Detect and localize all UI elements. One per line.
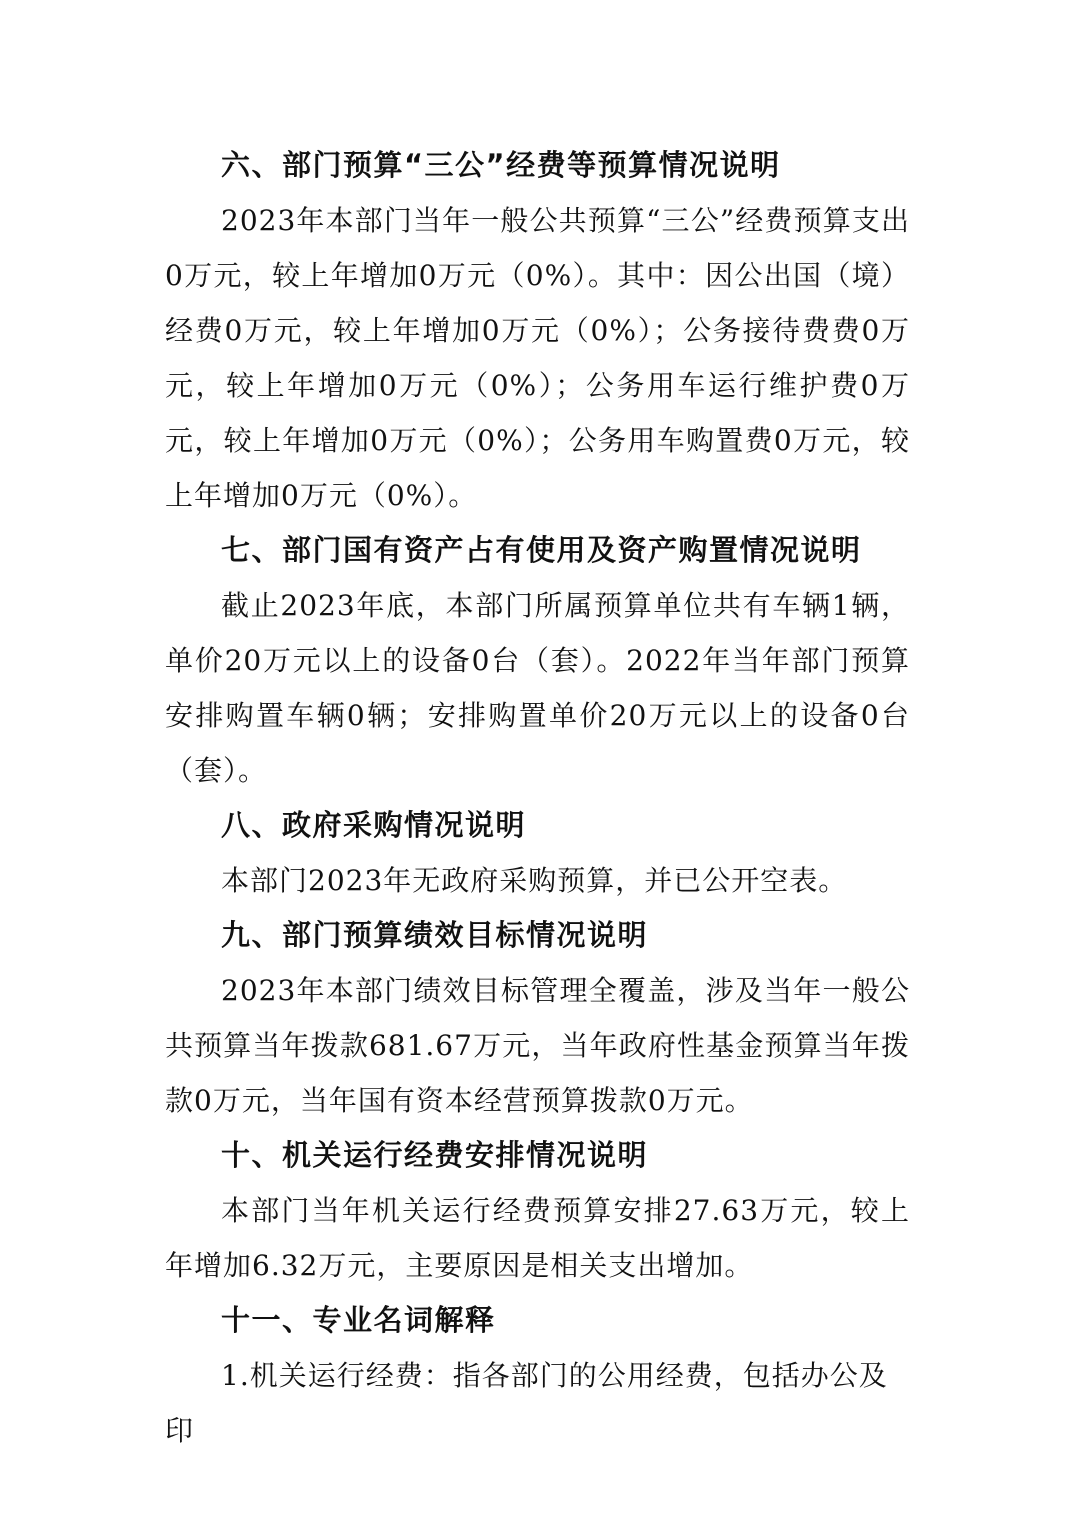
section-title-10: 十、机关运行经费安排情况说明 <box>221 1138 649 1172</box>
document-page <box>165 138 910 1458</box>
section-paragraph-6: 2023年本部门当年一般公共预算“三公”经费预算支出0万元，较上年增加0万元（0%）。其中：因公出国（境）经费0万元，较上年增加0万元（0%）；公务接待费费0万元，较上年增加0万元（0%）；公务用车运行维护费0万元，较上年增加0万元（0%）；公务用车购置费0万元，较上年增加0万元（0%）。 <box>165 204 910 512</box>
section-title-7: 七、部门国有资产占有使用及资产购置情况说明 <box>221 533 862 567</box>
section-title-9: 九、部门预算绩效目标情况说明 <box>221 918 649 952</box>
section-title-6: 六、部门预算“三公”经费等预算情况说明 <box>221 148 781 182</box>
section-paragraph-11: 1.机关运行经费：指各部门的公用经费，包括办公及印 <box>165 1359 888 1447</box>
section-paragraph-9: 2023年本部门绩效目标管理全覆盖，涉及当年一般公共预算当年拨款681.67万元，当年政府性基金预算当年拨款0万元，当年国有资本经营预算拨款0万元。 <box>165 974 910 1117</box>
section-title-11: 十一、专业名词解释 <box>221 1303 496 1337</box>
section-paragraph-7: 截止2023年底，本部门所属预算单位共有车辆1辆，单价20万元以上的设备0台（套）。2022年当年部门预算安排购置车辆0辆；安排购置单价20万元以上的设备0台（套）。 <box>165 589 910 787</box>
section-title-8: 八、政府采购情况说明 <box>221 808 527 842</box>
section-paragraph-8: 本部门2023年无政府采购预算，并已公开空表。 <box>221 864 848 897</box>
section-paragraph-10: 本部门当年机关运行经费预算安排27.63万元，较上年增加6.32万元，主要原因是相关支出增加。 <box>165 1194 910 1282</box>
